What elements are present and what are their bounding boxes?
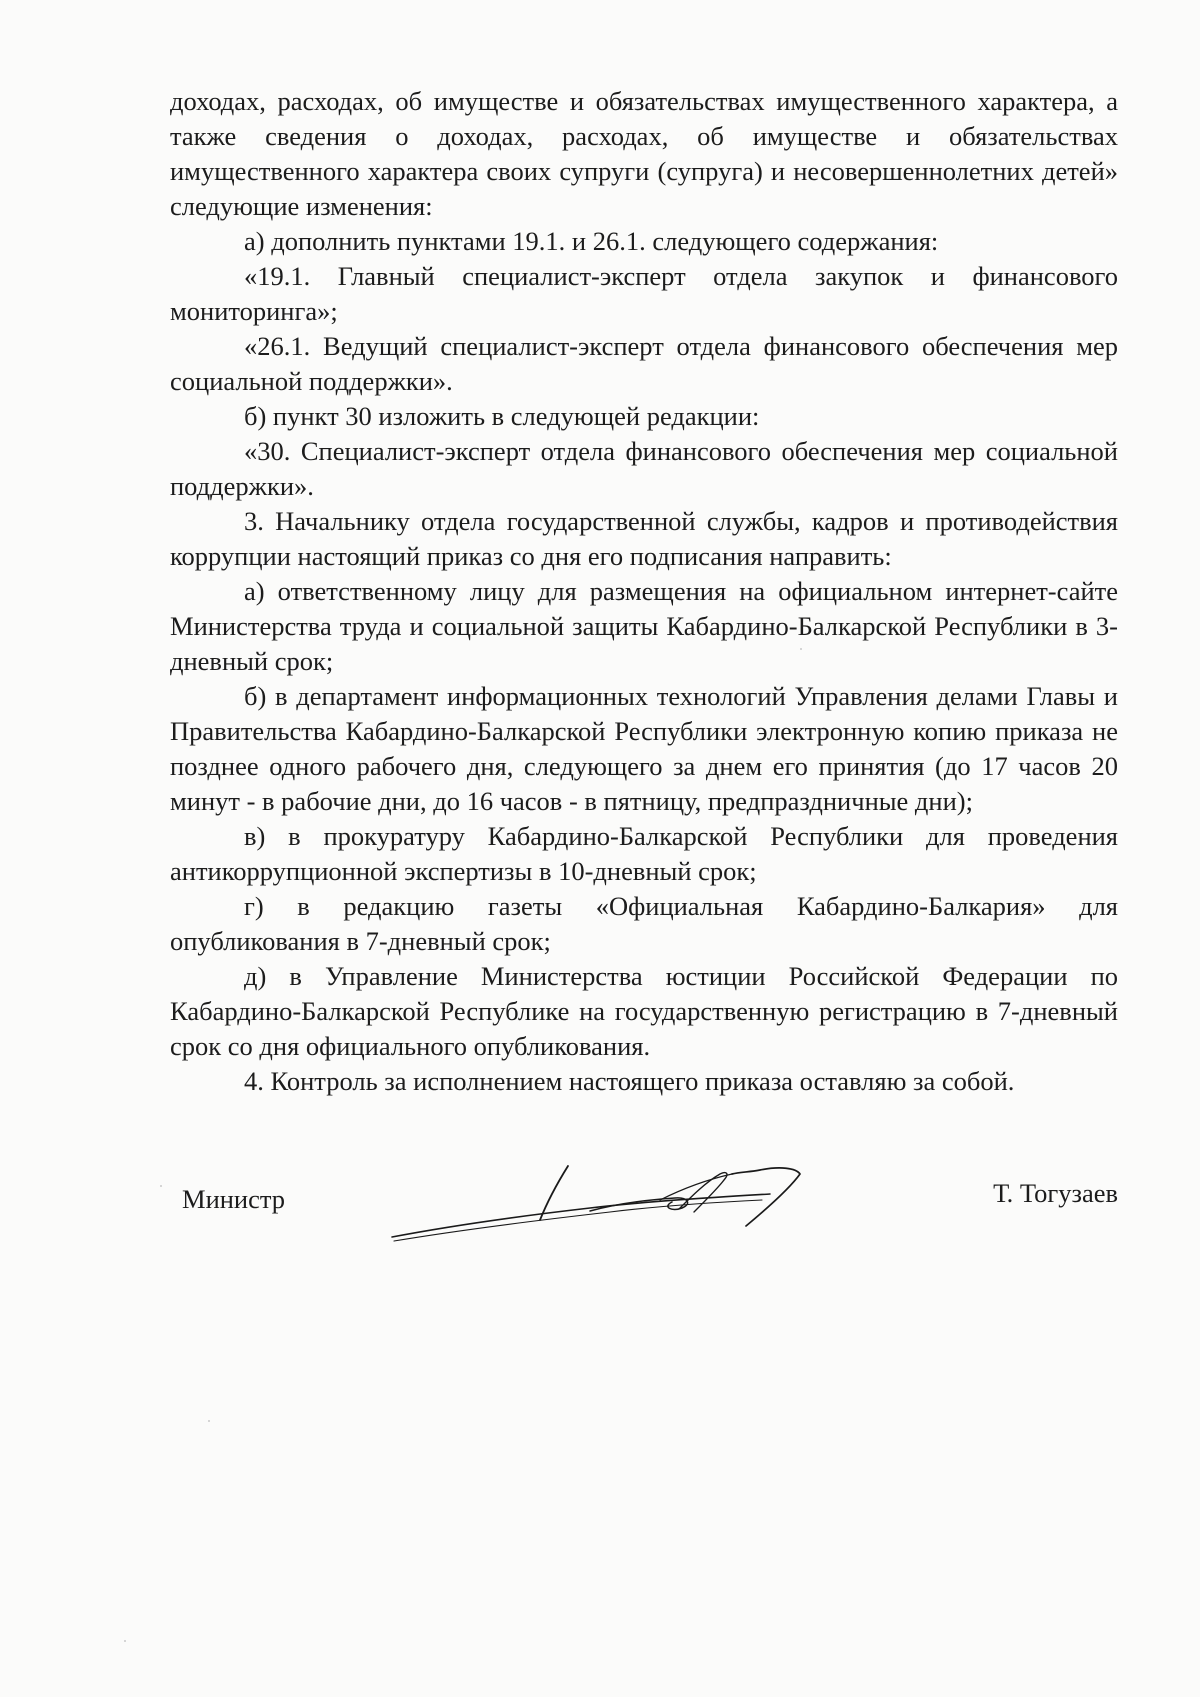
paragraph-section-3-v: в) в прокуратуру Кабардино-Балкарской Республики для проведения антикоррупционной экспертизы в 10-дневный срок; — [170, 821, 1118, 886]
paragraph-item-b: б) пункт 30 изложить в следующей редакции: — [244, 401, 760, 431]
signatory-title: Министр — [182, 1184, 286, 1214]
paragraph-section-3-b: б) в департамент информационных технологий Управления делами Главы и Правительства Кабардино-Балкарской Республики электронную копию приказа не позднее одного рабочего дня, следующего за днем его принятия (до 17 часов 20 минут - в рабочие дни, до 16 часов - в пятницу, предпраздничные дни); — [170, 681, 1118, 816]
paragraph-item-a: а) дополнить пунктами 19.1. и 26.1. следующего содержания: — [244, 226, 939, 256]
scan-speck — [124, 1640, 126, 1642]
paragraph-section-3-d: д) в Управление Министерства юстиции Российской Федерации по Кабардино-Балкарской Республике на государственную регистрацию в 7-дневный срок со дня официального опубликования. — [170, 961, 1118, 1061]
scan-speck — [208, 1420, 210, 1422]
document-body — [170, 84, 1118, 1099]
scan-speck — [800, 648, 802, 650]
paragraph-point-19-1: «19.1. Главный специалист-эксперт отдела закупок и финансового мониторинга»; — [170, 261, 1118, 326]
signature-block — [182, 1160, 1118, 1250]
paragraph-section-4: 4. Контроль за исполнением настоящего приказа оставляю за собой. — [244, 1066, 1015, 1096]
paragraph-point-30: «30. Специалист-эксперт отдела финансового обеспечения мер социальной поддержки». — [170, 436, 1118, 501]
paragraph-point-26-1: «26.1. Ведущий специалист-эксперт отдела финансового обеспечения мер социальной поддержки». — [170, 331, 1118, 396]
paragraph-intro: доходах, расходах, об имуществе и обязательствах имущественного характера, а также сведения о доходах, расходах, об имуществе и обязательствах имущественного характера своих супруги (супруга) и несовершеннолетних детей» следующие изменения: — [170, 86, 1118, 221]
paragraph-section-3: 3. Начальнику отдела государственной службы, кадров и противодействия коррупции настоящий приказ со дня его подписания направить: — [170, 506, 1118, 571]
signatory-name: Т. Тогузаев — [993, 1178, 1118, 1208]
handwritten-signature — [390, 1160, 820, 1250]
scan-speck — [160, 1185, 162, 1187]
paragraph-section-3-g: г) в редакцию газеты «Официальная Кабардино-Балкария» для опубликования в 7-дневный срок; — [170, 891, 1118, 956]
paragraph-section-3-a: а) ответственному лицу для размещения на официальном интернет-сайте Министерства труда и социальной защиты Кабардино-Балкарской Республики в 3-дневный срок; — [170, 576, 1118, 676]
